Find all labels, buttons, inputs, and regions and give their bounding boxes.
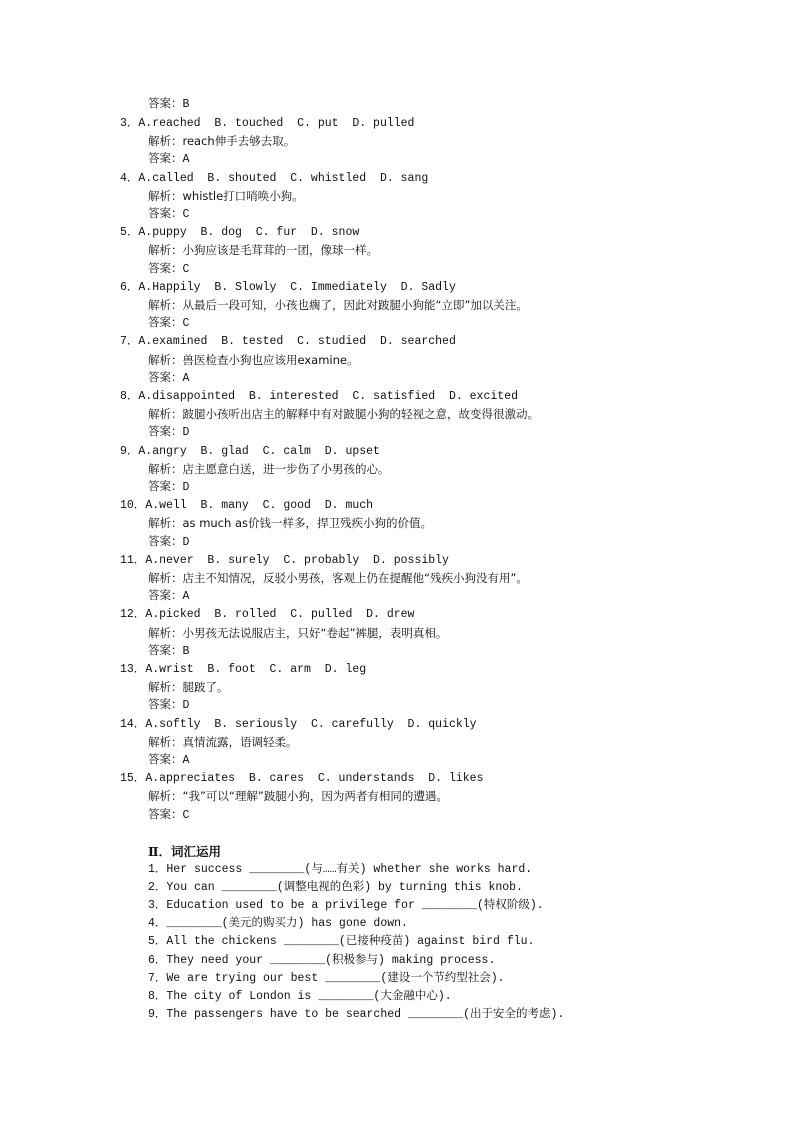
question-options: A.never B. surely C. probably D. possibly [145,553,449,567]
question-number: 11． [120,553,146,567]
answer-line: 答案：B [148,98,190,111]
question-number: 12． [120,608,146,622]
vocab-item: 7．We are trying our best ________(建设一个节约型社会). [148,971,505,985]
question-options: A.called B. shouted C. whistled D. sang [138,171,429,185]
question-options: A.wrist B. foot C. arm D. leg [145,663,367,676]
analysis-line: 解析：whistle打口哨唤小狗。 [148,188,304,203]
analysis-line: 解析：从最后一段可知，小孩也瘸了，因此对跛腿小狗能“立即”加以关注。 [148,298,528,312]
analysis-line: 解析：兽医检查小狗也应该用examine。 [148,352,359,367]
analysis-line: 解析：reach伸手去够去取。 [148,134,296,149]
question-number: 14． [120,717,146,731]
question-options: A.angry B. glad C. calm D. upset [138,444,380,458]
analysis-line: 解析：“我”可以“理解”跛腿小狗，因为两者有相同的遭遇。 [148,789,448,804]
question-options: A.Happily B. Slowly C. Immediately D. Sadly [138,280,456,294]
question-options: A.examined B. tested C. studied D. searched [138,335,456,349]
analysis-line: 解析：真情流露，语调轻柔。 [148,734,298,749]
answer-line: 答案：D [148,426,190,440]
analysis-line: 解析：跛腿小孩听出店主的解释中有对跛腿小狗的轻视之意，故变得很激动。 [148,407,539,422]
question-options-row [120,771,483,786]
question-options-row [120,171,428,186]
vocab-item: 8．The city of London is ________(大金融中心). [148,989,452,1003]
vocab-item: 3．Education used to be a privilege for ________(特权阶级). [148,899,544,913]
analysis-line: 解析：小狗应该是毛茸茸的一团，像球一样。 [148,243,378,258]
question-options: A.puppy B. dog C. fur D. snow [138,226,360,240]
analysis-line: 解析：店主愿意白送，进一步伤了小男孩的心。 [148,461,390,476]
question-options-row [120,498,373,513]
question-options: A.appreciates B. cares C. understands D. likes [145,772,484,786]
analysis-line: 解析：店主不知情况，反驳小男孩，客观上仍在提醒他“残疾小狗没有用”。 [148,571,528,585]
question-options-row [120,225,359,240]
question-options: A.well B. many C. good D. much [145,499,374,513]
question-number: 13． [120,663,146,676]
answer-line: 答案：B [148,644,190,658]
question-options: A.reached B. touched C. put D. pulled [138,117,415,130]
question-options: A.picked B. rolled C. pulled D. drew [145,608,415,622]
answer-line: 答案：A [148,590,190,604]
analysis-line: 解析：as much as价钱一样多，捍卫残疾小狗的价值。 [148,516,432,531]
analysis-line: 解析：小男孩无法说服店主，只好“卷起”裤腿，表明真相。 [148,625,448,640]
answer-line: 答案：D [148,481,190,494]
question-options: A.disappointed B. interested C. satisfied D. excited [138,390,518,403]
question-options-row [120,662,366,677]
answer-line: 答案：C [148,317,190,331]
vocab-item: 6．They need your ________(积极参与) making process. [148,953,496,967]
question-options-row [120,553,449,568]
question-options-row [120,444,380,459]
question-number: 10． [120,499,146,513]
vocab-item: 1．Her success ________(与……有关) whether she works hard. [148,863,533,876]
question-options: A.softly B. seriously C. carefully D. quickly [145,717,477,731]
answer-line: 答案：C [148,208,190,221]
question-options-row [120,607,414,622]
question-number: 5． [120,226,139,240]
vocab-item: 4．________(美元的购买力) has gone down. [148,917,408,931]
answer-line: 答案：A [148,371,190,385]
question-number: 9． [120,444,139,458]
vocab-item: 5．All the chickens ________(已接种疫苗) against bird flu. [148,935,535,949]
question-options-row [120,280,456,295]
question-options-row [120,334,456,349]
vocab-item: 2．You can ________(调整电视的色彩) by turning this knob. [148,881,523,895]
answer-line: 答案：D [148,699,190,713]
question-number: 6． [120,280,139,294]
question-number: 3． [120,117,139,130]
question-options-row [120,116,414,131]
question-number: 15． [120,772,146,786]
answer-line: 答案：C [148,808,190,822]
question-options-row [120,717,477,732]
section-heading: Ⅱ．词汇运用 [148,844,222,859]
analysis-line: 解析：腿跛了。 [148,680,229,695]
question-options-row [120,389,518,404]
answer-line: 答案：A [148,754,190,767]
answer-line: 答案：C [148,262,190,276]
question-number: 8． [120,390,139,403]
answer-line: 答案：D [148,535,190,549]
question-number: 7． [120,335,139,349]
answer-line: 答案：A [148,153,190,167]
question-number: 4． [120,171,139,185]
vocab-item: 9．The passengers have to be searched ________(出于安全的考虑). [148,1007,565,1021]
